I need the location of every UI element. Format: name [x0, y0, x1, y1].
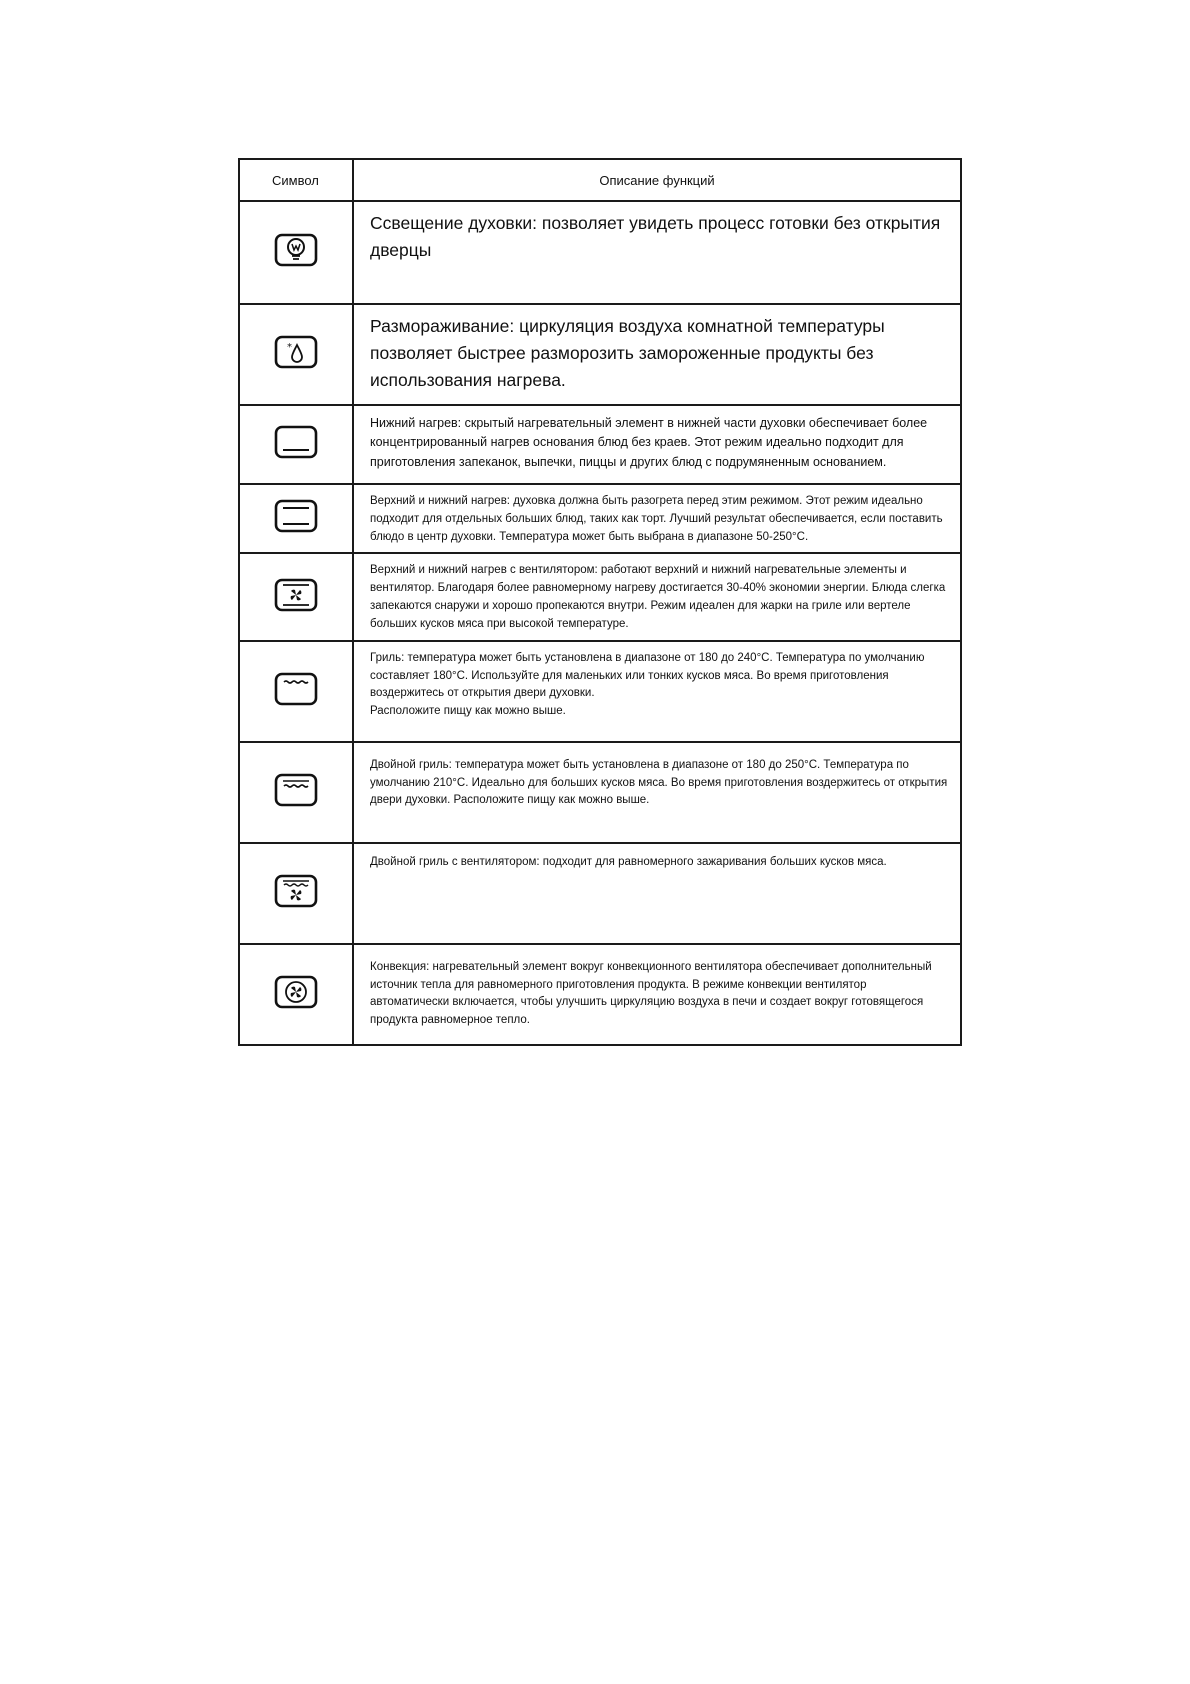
table-row	[239, 201, 961, 304]
description-cell: Конвекция: нагревательный элемент вокруг конвекционного вентилятора обеспечивает дополнительный источник тепла для равномерного приготовления продукта. В режиме конвекции вентилятор автоматически включается, чтобы улучшить циркуляцию воздуха в печи и создает вокруг готовящегося продукта равномерное тепло.	[353, 944, 961, 1045]
symbol-cell	[239, 201, 353, 304]
grill-extra-note: Расположите пищу как можно выше.	[370, 705, 566, 718]
oven-functions-table	[238, 158, 962, 1046]
symbol-cell	[239, 641, 353, 742]
defrost-icon	[274, 335, 318, 369]
table-row	[239, 405, 961, 484]
convection-icon	[274, 975, 318, 1009]
symbol-cell	[239, 484, 353, 553]
grill-icon	[274, 672, 318, 706]
description-cell	[353, 641, 961, 742]
symbol-cell	[239, 843, 353, 944]
table-row	[239, 742, 961, 843]
description-cell: Верхний и нижний нагрев с вентилятором: работают верхний и нижний нагревательные элементы и вентилятор. Благодаря более равномерному нагреву достигается 30-40% экономии энергии. Блюда слегка запекаются снаружи и хорошо пропекаются внутри. Режим идеален для жарки на гриле или вертеле больших кусков мяса при высокой температуре.	[353, 553, 961, 640]
symbol-cell	[239, 553, 353, 640]
svg-text:*: *	[287, 342, 292, 353]
table-header-row	[239, 159, 961, 201]
top-bottom-heat-icon	[274, 499, 318, 533]
table-row	[239, 641, 961, 742]
description-cell: Двойной гриль: температура может быть установлена в диапазоне от 180 до 250°С. Температура по умолчанию 210°С. Идеально для больших кусков мяса. Во время приготовления воздержитесь от открытия двери духовки. Расположите пищу как можно выше.	[353, 742, 961, 843]
symbol-cell	[239, 405, 353, 484]
bottom-heat-icon	[274, 425, 318, 459]
grill-description: Гриль: температура может быть установлена в диапазоне от 180 до 240°С. Температура по умолчанию составляет 180°С. Используйте для маленьких или тонких кусков мяса. Во время приготовления воздержитесь от открытия двери духовки.	[370, 651, 925, 700]
table-row	[239, 484, 961, 553]
top-bottom-fan-icon	[274, 578, 318, 612]
header-description: Описание функций	[353, 159, 961, 201]
description-cell: Нижний нагрев: скрытый нагревательный элемент в нижней части духовки обеспечивает более концентрированный нагрев основания блюд без краев. Этот режим идеально подходит для приготовления запеканок, выпечки, пиццы и других блюд с подрумяненным основанием.	[353, 405, 961, 484]
symbol-cell	[239, 944, 353, 1045]
description-cell: Верхний и нижний нагрев: духовка должна быть разогрета перед этим режимом. Этот режим идеально подходит для отдельных больших блюд, таких как торт. Лучший результат обеспечивается, если поставить блюдо в центр духовки. Температура может быть выбрана в диапазоне 50-250°С.	[353, 484, 961, 553]
symbol-cell	[239, 304, 353, 405]
table-row	[239, 944, 961, 1045]
description-cell: Размораживание: циркуляция воздуха комнатной температуры позволяет быстрее разморозить замороженные продукты без использования нагрева.	[353, 304, 961, 405]
symbol-cell	[239, 742, 353, 843]
table-row	[239, 843, 961, 944]
description-cell: Ссвещение духовки: позволяет увидеть процесс готовки без открытия дверцы	[353, 201, 961, 304]
oven-light-icon	[274, 233, 318, 267]
double-grill-icon	[274, 773, 318, 807]
table-row	[239, 553, 961, 640]
double-grill-fan-icon	[274, 874, 318, 908]
header-symbol: Символ	[239, 159, 353, 201]
description-cell: Двойной гриль с вентилятором: подходит для равномерного зажаривания больших кусков мяса.	[353, 843, 961, 944]
table-row	[239, 304, 961, 405]
